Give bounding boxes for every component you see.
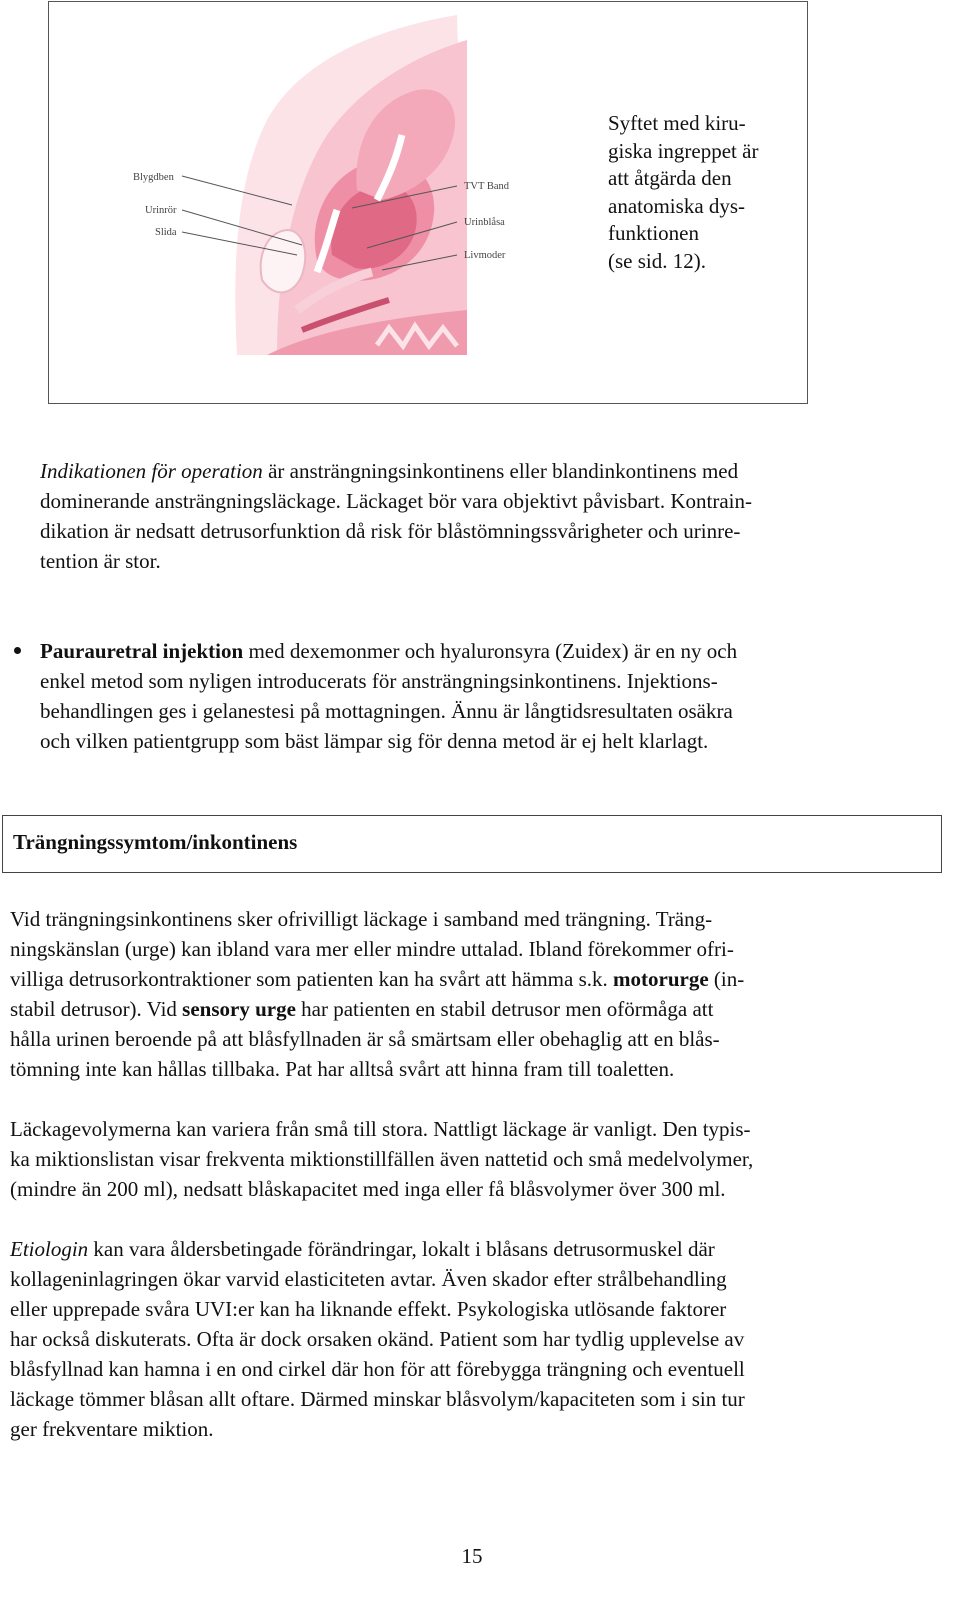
leakage-paragraph: Läckagevolymerna kan variera från små till stora. Nattligt läckage är vanligt. Den typis- ka miktionslistan visar frekventa miktionstillfällen även nattetid och små medelvolymer, (mindre än 200 ml), nedsatt blåskapacitet med inga eller få blåsvolymer över 300 ml. [10,1117,754,1201]
caption-line: (se sid. 12). [608,248,706,273]
urge-paragraph: Vid trängningsinkontinens sker ofrivilligt läckage i samband med trängning. Träng- ningskänslan (urge) kan ibland vara mer eller mindre uttalad. Ibland förekommer ofri- villiga detrusorkontraktioner som patienten kan ha svårt att hämma s.k. motorurge (in- stabil detrusor). Vid sensory urge har patienten en stabil detrusor men oförmåga att hålla urinen beroende på att blåsfyllnaden är så smärtsam eller obehaglig att en blås- tömning inte kan hållas tillbaka. Pat har alltså svårt att hinna fram till toaletten. [10,907,745,1081]
figure-caption [608,110,828,275]
label-livmoder: Livmoder [464,250,506,261]
figure-frame [48,1,808,404]
indication-paragraph: Indikationen för operation är ansträngningsinkontinens eller blandinkontinens med dominerande ansträngningsläckage. Läckaget bör vara objektivt påvisbart. Kontrain- dikation är nedsatt detrusorfunktion då risk för blåstömningssvårigheter och urinre- tention är stor. [40,459,752,573]
caption-line: funktionen [608,221,699,245]
caption-line: anatomiska dys- [608,193,746,218]
indication-emphasis: Indikationen för operation [40,459,263,483]
sensory-urge-term: sensory urge [182,997,296,1021]
label-slida: Slida [155,227,177,238]
etiology-paragraph: Etiologin kan vara åldersbetingade förändringar, lokalt i blåsans detrusormuskel där kollageninlagringen ökar varvid elasticiteten avtar. Även skador efter strålbehandling eller upprepade svåra UVI:er kan ha liknande effekt. Psykologiska utlösande faktorer har också diskuterats. Ofta är dock orsaken okänd. Patient som har tydlig upplevelse av blåsfyllnad kan hamna i en ond cirkel där hon för att förebygga trängning och eventuell läckage tömmer blåsan allt oftare. Därmed minskar blåsvolym/kapaciteten som i sin tur ger frekventare miktion. [10,1237,745,1441]
caption-line: att åtgärda den [608,166,732,190]
etiology-emphasis: Etiologin [10,1237,89,1261]
motorurge-term: motorurge [613,967,709,991]
injection-emphasis: Paurauretral injektion [40,639,244,663]
label-tvt-band: TVT Band [464,181,510,192]
section-title: Trängningssymtom/inkontinens [13,830,298,854]
label-urinblasa: Urinblåsa [464,217,505,228]
caption-line: Syftet med kiru- [608,111,746,135]
bullet-dot [14,647,21,654]
page-number: 15 [461,1544,483,1568]
label-blygdben: Blygdben [133,172,174,183]
anatomical-illustration [127,10,527,360]
section-heading-box [2,815,942,873]
injection-paragraph: Paurauretral injektion med dexemonmer och hyaluronsyra (Zuidex) är en ny och enkel metod som nyligen introducerats för ansträngningsinkontinens. Injektions- behandlingen ges i gelanestesi på mottagningen. Ännu är långtidsresultaten osäkra och vilken patientgrupp som bäst lämpar sig för denna metod är ej helt klarlagt. [40,639,738,753]
caption-line: giska ingreppet är [608,138,759,163]
label-urinror: Urinrör [145,205,177,216]
